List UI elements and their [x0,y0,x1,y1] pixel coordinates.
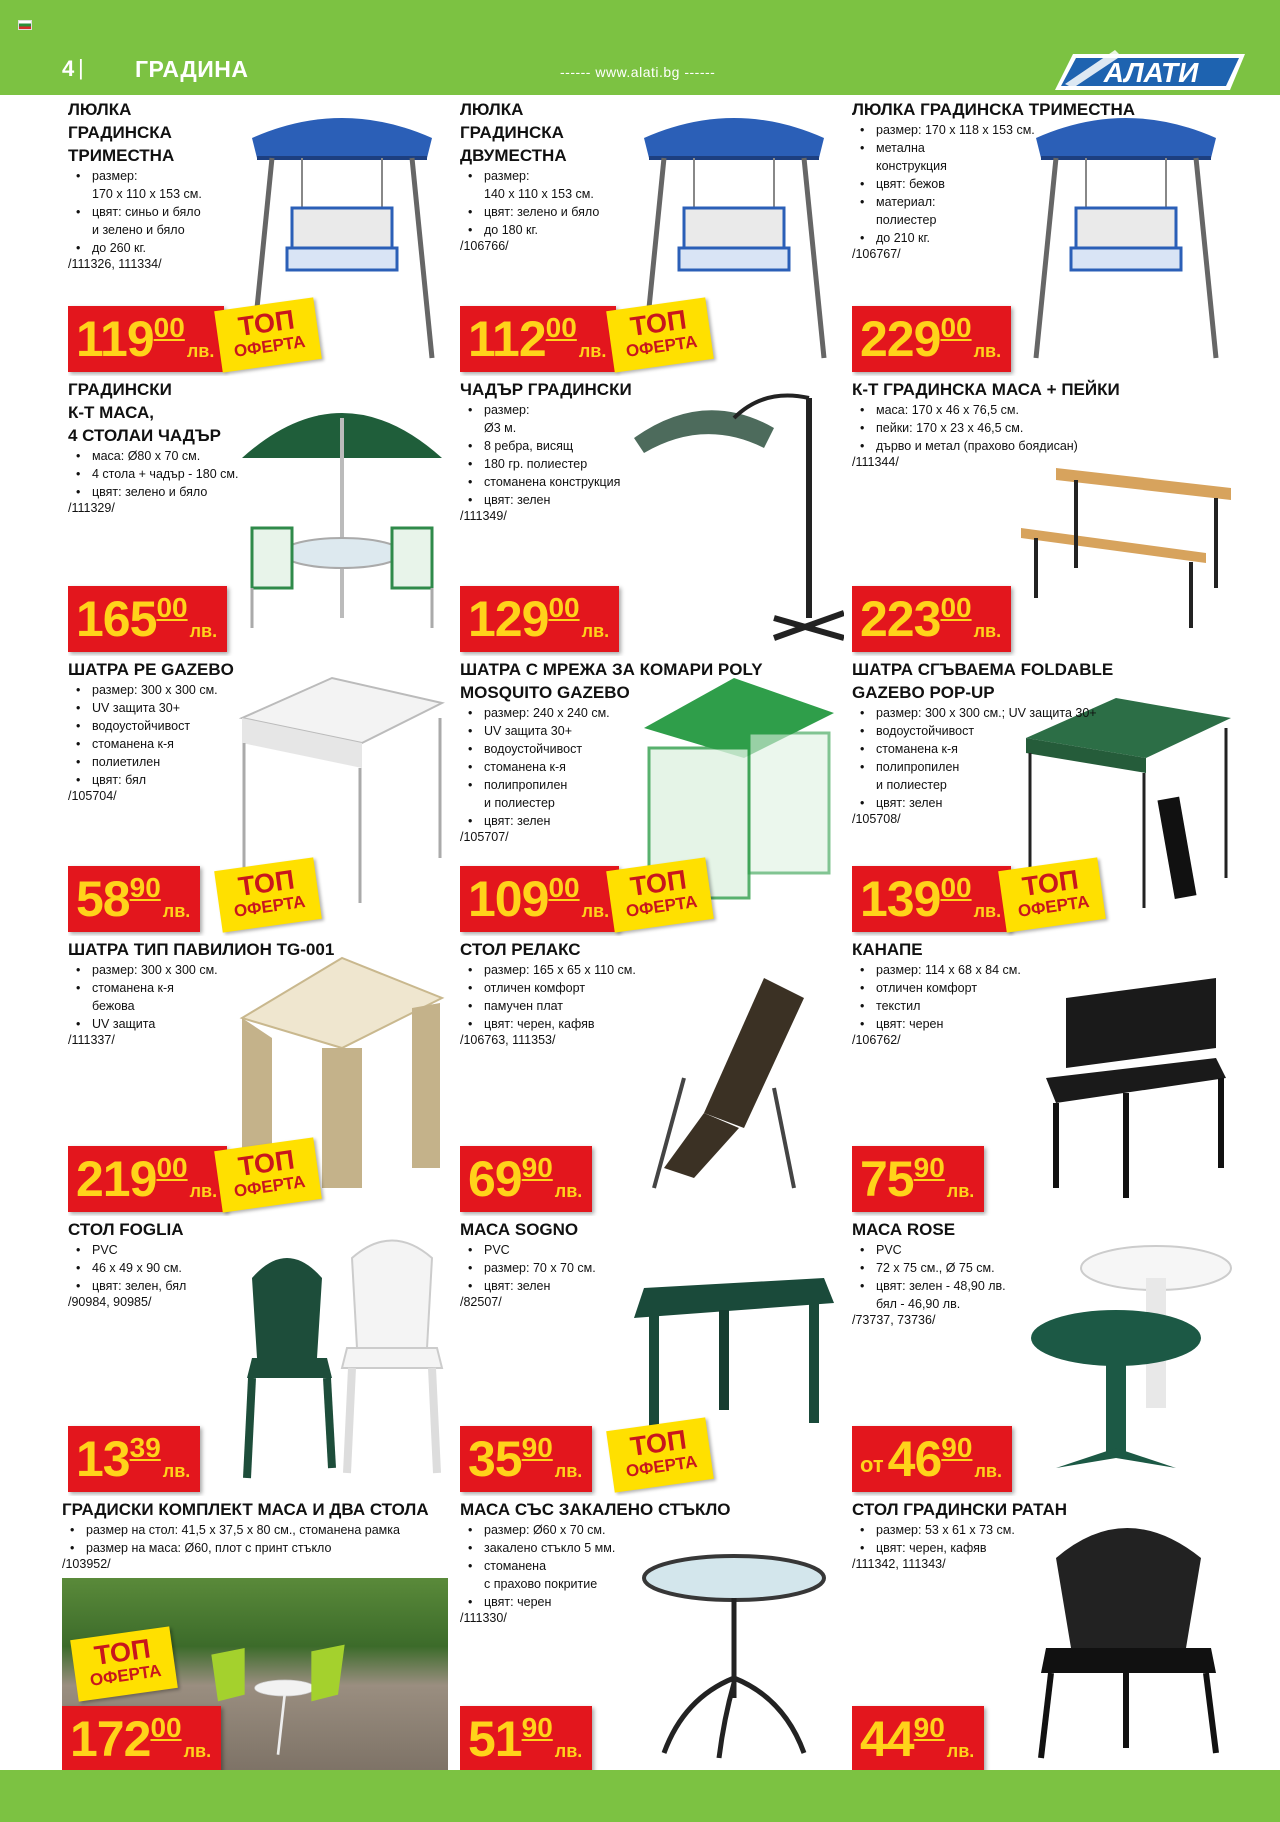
flag-icon [18,20,32,30]
spec-item: • размер: [468,401,620,419]
page-footer [0,1770,1280,1822]
umbrella-set-icon [232,378,452,648]
product-title [460,98,567,167]
spec-item: • стоманена к-я [76,979,218,997]
product-title-line: К-Т ГРАДИНСКА МАСА + ПЕЙКИ [852,380,1120,399]
product-code: /111326, 111334/ [68,257,162,271]
product-card[interactable] [460,98,852,376]
price-cents: 00 [940,872,972,903]
product-card[interactable] [460,378,852,656]
product-card[interactable] [460,938,852,1216]
product-specs [70,1521,400,1557]
product-title-line: ГРАДИНСКА [68,123,172,142]
price-whole: 44 [860,1711,914,1767]
product-code: /105707/ [460,830,509,844]
product-title-line: МАСА СЪС ЗАКАЛЕНО СТЪКЛО [460,1500,731,1519]
spec-item: • до 180 кг. [468,221,599,239]
product-title-line: 4 СТОЛАИ ЧАДЪР [68,426,222,445]
price-tag [852,1426,1012,1492]
product-title-line: ШАТРА С МРЕЖА ЗА КОМАРИ POLY [460,660,763,679]
swing-icon [1016,98,1236,368]
product-card[interactable] [68,378,460,656]
page-separator: | [78,55,84,80]
product-card[interactable] [68,98,460,376]
product-title-line: СТОЛ FOGLIA [68,1220,184,1239]
product-title [852,378,1120,401]
spec-item: • водоустойчивост [76,717,218,735]
spec-item: • цвят: бял [76,771,218,789]
price-currency: лв. [973,341,1002,361]
spec-item: • цвят: черен [468,1593,615,1611]
spec-item: • UV защита 30+ [468,722,610,740]
spec-item: • размер: 170 x 118 x 153 см. [860,121,1035,139]
price-whole: 69 [468,1151,522,1207]
bench-icon [1016,938,1236,1208]
website-link[interactable]: ------ www.alati.bg ------ [560,64,716,80]
price-whole: 172 [70,1711,151,1767]
price-whole: 35 [468,1431,522,1487]
product-title [460,1498,731,1521]
price-whole: 139 [860,871,941,927]
price-tag [460,586,619,652]
price-cents: 00 [940,592,972,623]
price-tag [460,866,619,932]
badge-text: ОФЕРТА [624,331,699,361]
price-tag [460,1426,592,1492]
product-title [460,938,581,961]
price-cents: 90 [913,1712,945,1743]
product-title [68,378,221,447]
price-whole: 51 [468,1711,522,1767]
product-card[interactable] [68,1218,460,1496]
price-tag [68,306,224,372]
price-currency: лв. [973,901,1002,921]
spec-item: • полипропилен [468,776,610,794]
spec-item: • размер: 300 x 300 см. [76,681,218,699]
product-title-line: GAZEBO POP-UP [852,683,995,702]
price-cents: 90 [521,1152,553,1183]
badge-text: ОФЕРТА [232,1171,307,1201]
spec-item: • размер: 300 x 300 см. [76,961,218,979]
spec-item: • до 260 кг. [76,239,202,257]
spec-item: • цвят: черен, кафяв [468,1015,636,1033]
price-currency: лв. [183,1741,212,1761]
product-title-line: ГРАДИНСКА [460,123,564,142]
product-title [68,938,334,961]
price-currency: лв. [973,621,1002,641]
price-cents: 00 [548,872,580,903]
product-title-line: MOSQUITO GAZEBO [460,683,630,702]
spec-item: • цвят: зелено и бяло [468,203,599,221]
spec-item: • PVC [76,1241,186,1259]
product-specs [468,1241,596,1295]
spec-item: • PVC [468,1241,596,1259]
spec-item: конструкция [876,159,947,173]
spec-item: • цвят: зелен, бял [76,1277,186,1295]
product-title [852,1218,955,1241]
spec-item: • стоманена к-я [468,758,610,776]
glass-table-icon [624,1498,844,1768]
product-code: /106767/ [852,247,901,261]
spec-item: • цвят: бежов [860,175,1035,193]
rattan-chair-icon [1016,1498,1236,1768]
price-cents: 90 [913,1152,945,1183]
product-card[interactable] [852,938,1244,1216]
badge-text: ТОП [92,1633,153,1671]
price-tag [852,306,1011,372]
product-card[interactable] [852,658,1244,936]
spec-item: • 180 гр. полиестер [468,455,620,473]
product-code: /105704/ [68,789,117,803]
product-specs [76,167,202,257]
price-tag [852,866,1011,932]
product-code: /106763, 111353/ [460,1033,556,1047]
price-whole: 165 [76,591,157,647]
spec-item: • стоманена конструкция [468,473,620,491]
product-specs [860,704,1097,812]
product-code: /111349/ [460,509,507,523]
product-title-line: ЛЮЛКА [460,100,524,119]
product-title [68,98,174,167]
product-specs [468,961,636,1033]
product-card[interactable] [68,658,460,936]
spec-item: • размер: 70 x 70 см. [468,1259,596,1277]
price-whole: 75 [860,1151,914,1207]
badge-text: ОФЕРТА [624,1451,699,1481]
price-whole: 112 [468,311,546,367]
spec-item: • размер на маса: Ø60, плот с принт стъкло [70,1539,400,1557]
product-title [460,378,632,401]
spec-item: • цвят: зелен [468,1277,596,1295]
badge-text: ОФЕРТА [232,331,307,361]
spec-item: бежова [92,999,135,1013]
spec-item: • размер: 240 x 240 см. [468,704,610,722]
price-currency: лв. [946,1741,975,1761]
price-currency: лв. [162,1461,191,1481]
spec-item: • цвят: синьо и бяло [76,203,202,221]
spec-item: • размер: [468,167,599,185]
spec-item: 170 x 110 x 153 см. [92,187,202,201]
product-title-line: К-Т МАСА, [68,403,155,422]
section-title: ГРАДИНА [135,56,249,82]
spec-item: • памучен плат [468,997,636,1015]
page-header [0,0,1280,95]
logo-text: АЛАТИ [1103,57,1199,88]
badge-text: ОФЕРТА [1016,891,1091,921]
price-cents: 00 [153,312,185,343]
spec-item: и зелено и бяло [92,223,185,237]
price-tag [68,866,200,932]
spec-item: • водоустойчивост [468,740,610,758]
product-title [68,658,234,681]
spec-item: • стоманена к-я [76,735,218,753]
price-tag [62,1706,221,1772]
spec-item: • цвят: черен, кафяв [860,1539,1015,1557]
badge-text: ТОП [236,864,297,902]
spec-item: и полиестер [876,778,947,792]
product-title-line: ДВУМЕСТНА [460,146,567,165]
price-currency: лв. [974,1461,1002,1481]
product-card[interactable] [852,378,1244,656]
spec-item: • полипропилен [860,758,1097,776]
spec-item: • PVC [860,1241,1006,1259]
spec-item: • размер: [76,167,202,185]
spec-item: • UV защита [76,1015,218,1033]
price-currency: лв. [578,341,607,361]
product-code: /111342, 111343/ [852,1557,946,1571]
spec-item: • закалено стъкло 5 мм. [468,1539,615,1557]
spec-item: Ø3 м. [484,421,517,435]
badge-text: ТОП [236,304,297,342]
product-title-line: ГРАДИСКИ КОМПЛЕКТ МАСА И ДВА СТОЛА [62,1500,429,1519]
product-title-line: ШАТРА PE GAZEBO [68,660,234,679]
price-tag [852,586,1011,652]
product-specs [76,681,218,789]
product-specs [860,1241,1006,1313]
price-currency: лв. [581,901,610,921]
price-tag [852,1146,984,1212]
product-code: /111329/ [68,501,115,515]
spec-item: • цвят: зелено и бяло [76,483,238,501]
spec-item: • метална [860,139,1035,157]
price-tag [68,1426,200,1492]
product-card[interactable] [460,1498,852,1776]
spec-item: • 46 x 49 x 90 см. [76,1259,186,1277]
product-specs [468,167,599,239]
spec-item: • размер на стол: 41,5 x 37,5 x 80 см., стоманена рамка [70,1521,400,1539]
price-cents: 00 [150,1712,182,1743]
product-specs [860,121,1035,247]
spec-item: • до 210 кг. [860,229,1035,247]
product-card[interactable] [460,1218,852,1496]
product-title [68,1218,183,1241]
product-code: /106766/ [460,239,509,253]
product-title-line: ШАТРА ТИП ПАВИЛИОН TG-001 [68,940,335,959]
spec-item: • 72 x 75 см., Ø 75 см. [860,1259,1006,1277]
spec-item: • размер: 300 x 300 см.; UV защита 30+ [860,704,1097,722]
price-currency: лв. [162,901,191,921]
spec-item: с прахово покритие [484,1577,598,1591]
product-title-line: ЛЮЛКА ГРАДИНСКА ТРИМЕСТНА [852,100,1135,119]
product-title-line: МАСА ROSE [852,1220,956,1239]
spec-item: • полиетилен [76,753,218,771]
product-card[interactable] [852,98,1244,376]
product-card[interactable] [852,1498,1244,1776]
product-specs [468,704,610,830]
badge-text: ОФЕРТА [232,891,307,921]
price-tag [460,306,616,372]
spec-item: бял - 46,90 лв. [876,1297,961,1311]
spec-item: • размер: 53 x 61 x 73 см. [860,1521,1015,1539]
spec-item: полиестер [876,213,937,227]
product-title [460,658,763,704]
round-table-icon [1016,1218,1236,1488]
product-code: /105708/ [852,812,901,826]
spec-item: • маса: Ø80 x 70 см. [76,447,238,465]
product-card[interactable] [62,1498,448,1776]
price-cents: 90 [521,1712,553,1743]
product-title [852,938,923,961]
product-title-line: ТРИМЕСТНА [68,146,175,165]
spec-item: • 8 ребра, висящ [468,437,620,455]
spec-item: • цвят: зелен - 48,90 лв. [860,1277,1006,1295]
product-title-line: ЛЮЛКА [68,100,132,119]
price-cents: 00 [545,312,577,343]
spec-item: • материал: [860,193,1035,211]
spec-item: • дърво и метал (прахово боядисан) [860,437,1078,455]
spec-item: • цвят: зелен [860,794,1097,812]
product-specs [76,961,218,1033]
price-whole: 46 [887,1431,942,1487]
price-currency: лв. [581,621,610,641]
spec-item: и полиестер [484,796,555,810]
spec-item: • 4 стола + чадър - 180 см. [76,465,238,483]
product-specs [860,961,1021,1033]
product-code: /111337/ [68,1033,115,1047]
price-tag [68,586,227,652]
product-title-line: ЧАДЪР ГРАДИНСКИ [460,380,632,399]
price-tag [460,1706,592,1772]
price-whole: 13 [76,1431,130,1487]
spec-item: • стоманена к-я [860,740,1097,758]
product-title [852,98,1135,121]
price-currency: лв. [189,1181,218,1201]
badge-text: ТОП [628,1424,689,1462]
spec-item: • стоманена [468,1557,615,1575]
product-card[interactable] [852,1218,1244,1496]
price-whole: 58 [76,871,130,927]
product-specs [468,401,620,509]
price-whole: 119 [76,311,154,367]
product-code: /111344/ [852,455,899,469]
spec-item: • маса: 170 x 46 x 76,5 см. [860,401,1078,419]
product-specs [76,447,238,501]
relax-chair-icon [624,938,844,1208]
product-card[interactable] [460,658,852,936]
product-title-line: СТОЛ РЕЛАКС [460,940,581,959]
price-whole: 223 [860,591,941,647]
price-cents: 00 [548,592,580,623]
badge-text: ОФЕРТА [88,1660,163,1690]
page-number: 4 [62,56,75,81]
price-cents: 90 [521,1432,553,1463]
spec-item: • размер: Ø60 x 70 см. [468,1521,615,1539]
price-cents: 00 [156,1152,188,1183]
price-whole: 219 [76,1151,157,1207]
spec-item: • цвят: зелен [468,491,620,509]
price-cents: 00 [156,592,188,623]
price-prefix: от [860,1452,884,1477]
price-whole: 229 [860,311,941,367]
product-code: /82507/ [460,1295,502,1309]
spec-item: • отличен комфорт [468,979,636,997]
spec-item: • цвят: черен [860,1015,1021,1033]
spec-item: • пейки: 170 x 23 x 46,5 см. [860,419,1078,437]
spec-item: • водоустойчивост [860,722,1097,740]
spec-item: • UV защита 30+ [76,699,218,717]
plastic-chair-icon [232,1218,452,1488]
price-currency: лв. [189,621,218,641]
spec-item: 140 x 110 x 153 см. [484,187,594,201]
price-cents: 39 [129,1432,161,1463]
product-specs [860,401,1078,455]
spec-item: • размер: 114 x 68 x 84 см. [860,961,1021,979]
price-cents: 00 [940,312,972,343]
price-cents: 90 [941,1432,973,1463]
price-tag [68,1146,227,1212]
product-code: /73737, 73736/ [852,1313,936,1327]
product-code: /106762/ [852,1033,901,1047]
price-tag [460,1146,592,1212]
badge-text: ТОП [236,1144,297,1182]
product-code: /90984, 90985/ [68,1295,152,1309]
product-code: /111330/ [460,1611,507,1625]
brand-logo[interactable] [1055,44,1255,94]
product-specs [76,1241,186,1295]
price-currency: лв. [186,341,215,361]
product-title-line: ШАТРА СГЪВАЕМА FOLDABLE [852,660,1114,679]
product-title-line: КАНАПЕ [852,940,923,959]
product-specs [860,1521,1015,1557]
spec-item: • текстил [860,997,1021,1015]
product-specs [468,1521,615,1611]
cantilever-umbrella-icon [624,378,844,648]
product-title [62,1498,429,1521]
product-title [852,1498,1067,1521]
product-title-line: ГРАДИНСКИ [68,380,172,399]
price-currency: лв. [554,1181,583,1201]
badge-text: ТОП [1020,864,1081,902]
price-currency: лв. [554,1741,583,1761]
badge-text: ОФЕРТА [624,891,699,921]
price-currency: лв. [554,1461,583,1481]
price-tag [852,1706,984,1772]
product-title [852,658,1113,704]
product-code: /103952/ [62,1557,111,1571]
price-whole: 129 [468,591,549,647]
price-cents: 90 [129,872,161,903]
spec-item: • отличен комфорт [860,979,1021,997]
product-card[interactable] [68,938,460,1216]
product-title-line: СТОЛ ГРАДИНСКИ РАТАН [852,1500,1067,1519]
price-whole: 109 [468,871,549,927]
spec-item: • цвят: зелен [468,812,610,830]
badge-text: ТОП [628,304,689,342]
spec-item: • размер: 165 x 65 x 110 см. [468,961,636,979]
product-title [460,1218,578,1241]
price-currency: лв. [946,1181,975,1201]
product-title-line: МАСА SOGNO [460,1220,579,1239]
badge-text: ТОП [628,864,689,902]
